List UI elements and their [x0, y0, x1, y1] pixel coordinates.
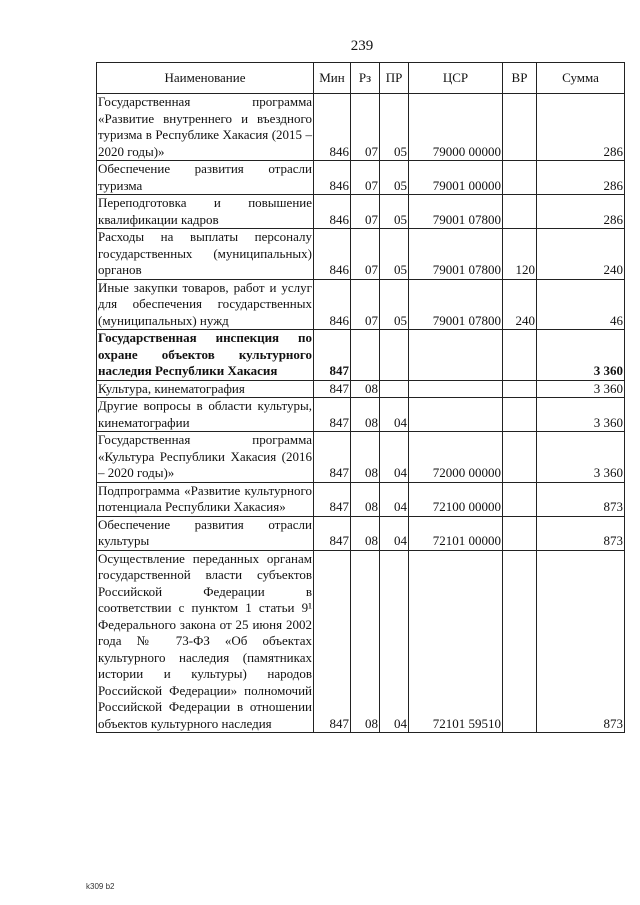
cell-vr — [503, 550, 537, 733]
cell-min: 846 — [314, 94, 351, 161]
cell-name: Подпрограмма «Развитие культурного потенциала Республики Хакасия» — [98, 482, 312, 514]
cell-pr: 04 — [380, 482, 409, 516]
cell-pr — [380, 380, 409, 398]
cell-pr: 04 — [380, 398, 409, 432]
header-min: Мин — [314, 63, 351, 94]
cell-rz: 08 — [351, 398, 380, 432]
cell-vr — [503, 161, 537, 195]
table-row — [97, 195, 625, 229]
cell-sum: 46 — [537, 279, 625, 330]
cell-name: Государственная программа «Культура Республики Хакасия (2016 – 2020 годы)» — [98, 432, 312, 480]
cell-pr: 04 — [380, 432, 409, 483]
header-sum: Сумма — [537, 63, 625, 94]
cell-min: 846 — [314, 195, 351, 229]
cell-csr — [409, 380, 503, 398]
header-rz: Рз — [351, 63, 380, 94]
cell-name: Культура, кинематография — [97, 380, 314, 398]
cell-pr — [380, 330, 409, 381]
cell-name: Государственная инспекция по охране объектов культурного наследия Республики Хакасия — [98, 330, 312, 378]
cell-rz: 08 — [351, 550, 380, 733]
cell-rz: 07 — [351, 195, 380, 229]
cell-name: Обеспечение развития отрасли туризма — [98, 161, 312, 193]
cell-rz — [351, 330, 380, 381]
cell-csr: 72101 59510 — [409, 550, 503, 733]
table-row — [97, 516, 625, 550]
cell-csr: 72100 00000 — [409, 482, 503, 516]
cell-sum: 873 — [537, 550, 625, 733]
cell-vr — [503, 432, 537, 483]
cell-sum: 240 — [537, 229, 625, 280]
cell-rz: 07 — [351, 161, 380, 195]
cell-csr: 79001 07800 — [409, 279, 503, 330]
table-row — [97, 432, 625, 483]
cell-vr: 240 — [503, 279, 537, 330]
table-row — [97, 229, 625, 280]
cell-csr — [409, 398, 503, 432]
cell-min: 847 — [314, 432, 351, 483]
cell-sum: 873 — [537, 482, 625, 516]
table-row — [97, 161, 625, 195]
cell-csr: 79001 07800 — [409, 195, 503, 229]
cell-min: 847 — [314, 380, 351, 398]
cell-rz: 07 — [351, 94, 380, 161]
cell-min: 846 — [314, 279, 351, 330]
cell-csr — [409, 330, 503, 381]
cell-name: Переподготовка и повышение квалификации кадров — [98, 195, 312, 227]
cell-vr: 120 — [503, 229, 537, 280]
cell-vr — [503, 94, 537, 161]
cell-vr — [503, 482, 537, 516]
cell-min: 846 — [314, 229, 351, 280]
header-pr: ПР — [380, 63, 409, 94]
cell-rz: 08 — [351, 432, 380, 483]
footer-mark: k309 b2 — [86, 882, 115, 891]
cell-sum: 3 360 — [537, 380, 625, 398]
cell-sum: 286 — [537, 195, 625, 229]
table-row — [97, 330, 625, 381]
cell-pr: 04 — [380, 550, 409, 733]
cell-vr — [503, 398, 537, 432]
table-row — [97, 94, 625, 161]
cell-min: 847 — [314, 482, 351, 516]
table-header-row — [97, 63, 625, 94]
cell-sum: 3 360 — [537, 398, 625, 432]
cell-csr: 72101 00000 — [409, 516, 503, 550]
cell-sum: 3 360 — [537, 432, 625, 483]
cell-vr — [503, 516, 537, 550]
cell-rz: 08 — [351, 516, 380, 550]
header-vr: ВР — [503, 63, 537, 94]
cell-sum: 3 360 — [537, 330, 625, 381]
cell-rz: 07 — [351, 229, 380, 280]
cell-min: 847 — [314, 550, 351, 733]
cell-sum: 286 — [537, 94, 625, 161]
cell-name: Осуществление переданных органам государственной власти субъектов Российской Федерации в соответствии с пунктом 1 статьи 9¹ Федерального закона от 25 июня 2002 года № 73-ФЗ «Об объектах культурного наследия (памятниках истории и культуры) народов Российской Федерации» полномочий Российской Федерации в отношении объектов культурного наследия — [98, 550, 312, 731]
cell-csr: 72000 00000 — [409, 432, 503, 483]
cell-csr: 79001 00000 — [409, 161, 503, 195]
budget-table — [96, 62, 625, 733]
cell-pr: 04 — [380, 516, 409, 550]
cell-rz: 08 — [351, 380, 380, 398]
cell-pr: 05 — [380, 94, 409, 161]
table-row — [97, 279, 625, 330]
cell-csr: 79000 00000 — [409, 94, 503, 161]
header-name: Наименование — [97, 63, 314, 94]
table-row — [97, 550, 625, 733]
cell-vr — [503, 195, 537, 229]
cell-name: Другие вопросы в области культуры, кинематографии — [98, 398, 312, 430]
cell-pr: 05 — [380, 161, 409, 195]
cell-pr: 05 — [380, 279, 409, 330]
cell-name: Расходы на выплаты персоналу государственных (муниципальных) органов — [98, 229, 312, 277]
cell-sum: 873 — [537, 516, 625, 550]
cell-min: 847 — [314, 516, 351, 550]
table-body — [97, 94, 625, 733]
cell-pr: 05 — [380, 195, 409, 229]
cell-pr: 05 — [380, 229, 409, 280]
table-row — [97, 482, 625, 516]
cell-min: 847 — [314, 398, 351, 432]
table-row — [97, 380, 625, 398]
cell-min: 846 — [314, 161, 351, 195]
cell-sum: 286 — [537, 161, 625, 195]
cell-name: Обеспечение развития отрасли культуры — [98, 516, 312, 548]
cell-csr: 79001 07800 — [409, 229, 503, 280]
cell-name: Государственная программа «Развитие внутреннего и въездного туризма в Республике Хакасия (2015 – 2020 годы)» — [98, 94, 312, 159]
cell-min: 847 — [314, 330, 351, 381]
cell-rz: 07 — [351, 279, 380, 330]
cell-vr — [503, 330, 537, 381]
table-row — [97, 398, 625, 432]
page-number: 239 — [350, 38, 374, 54]
header-csr: ЦСР — [409, 63, 503, 94]
cell-name: Иные закупки товаров, работ и услуг для обеспечения государственных (муниципальных) нужд — [98, 279, 312, 328]
cell-vr — [503, 380, 537, 398]
cell-rz: 08 — [351, 482, 380, 516]
